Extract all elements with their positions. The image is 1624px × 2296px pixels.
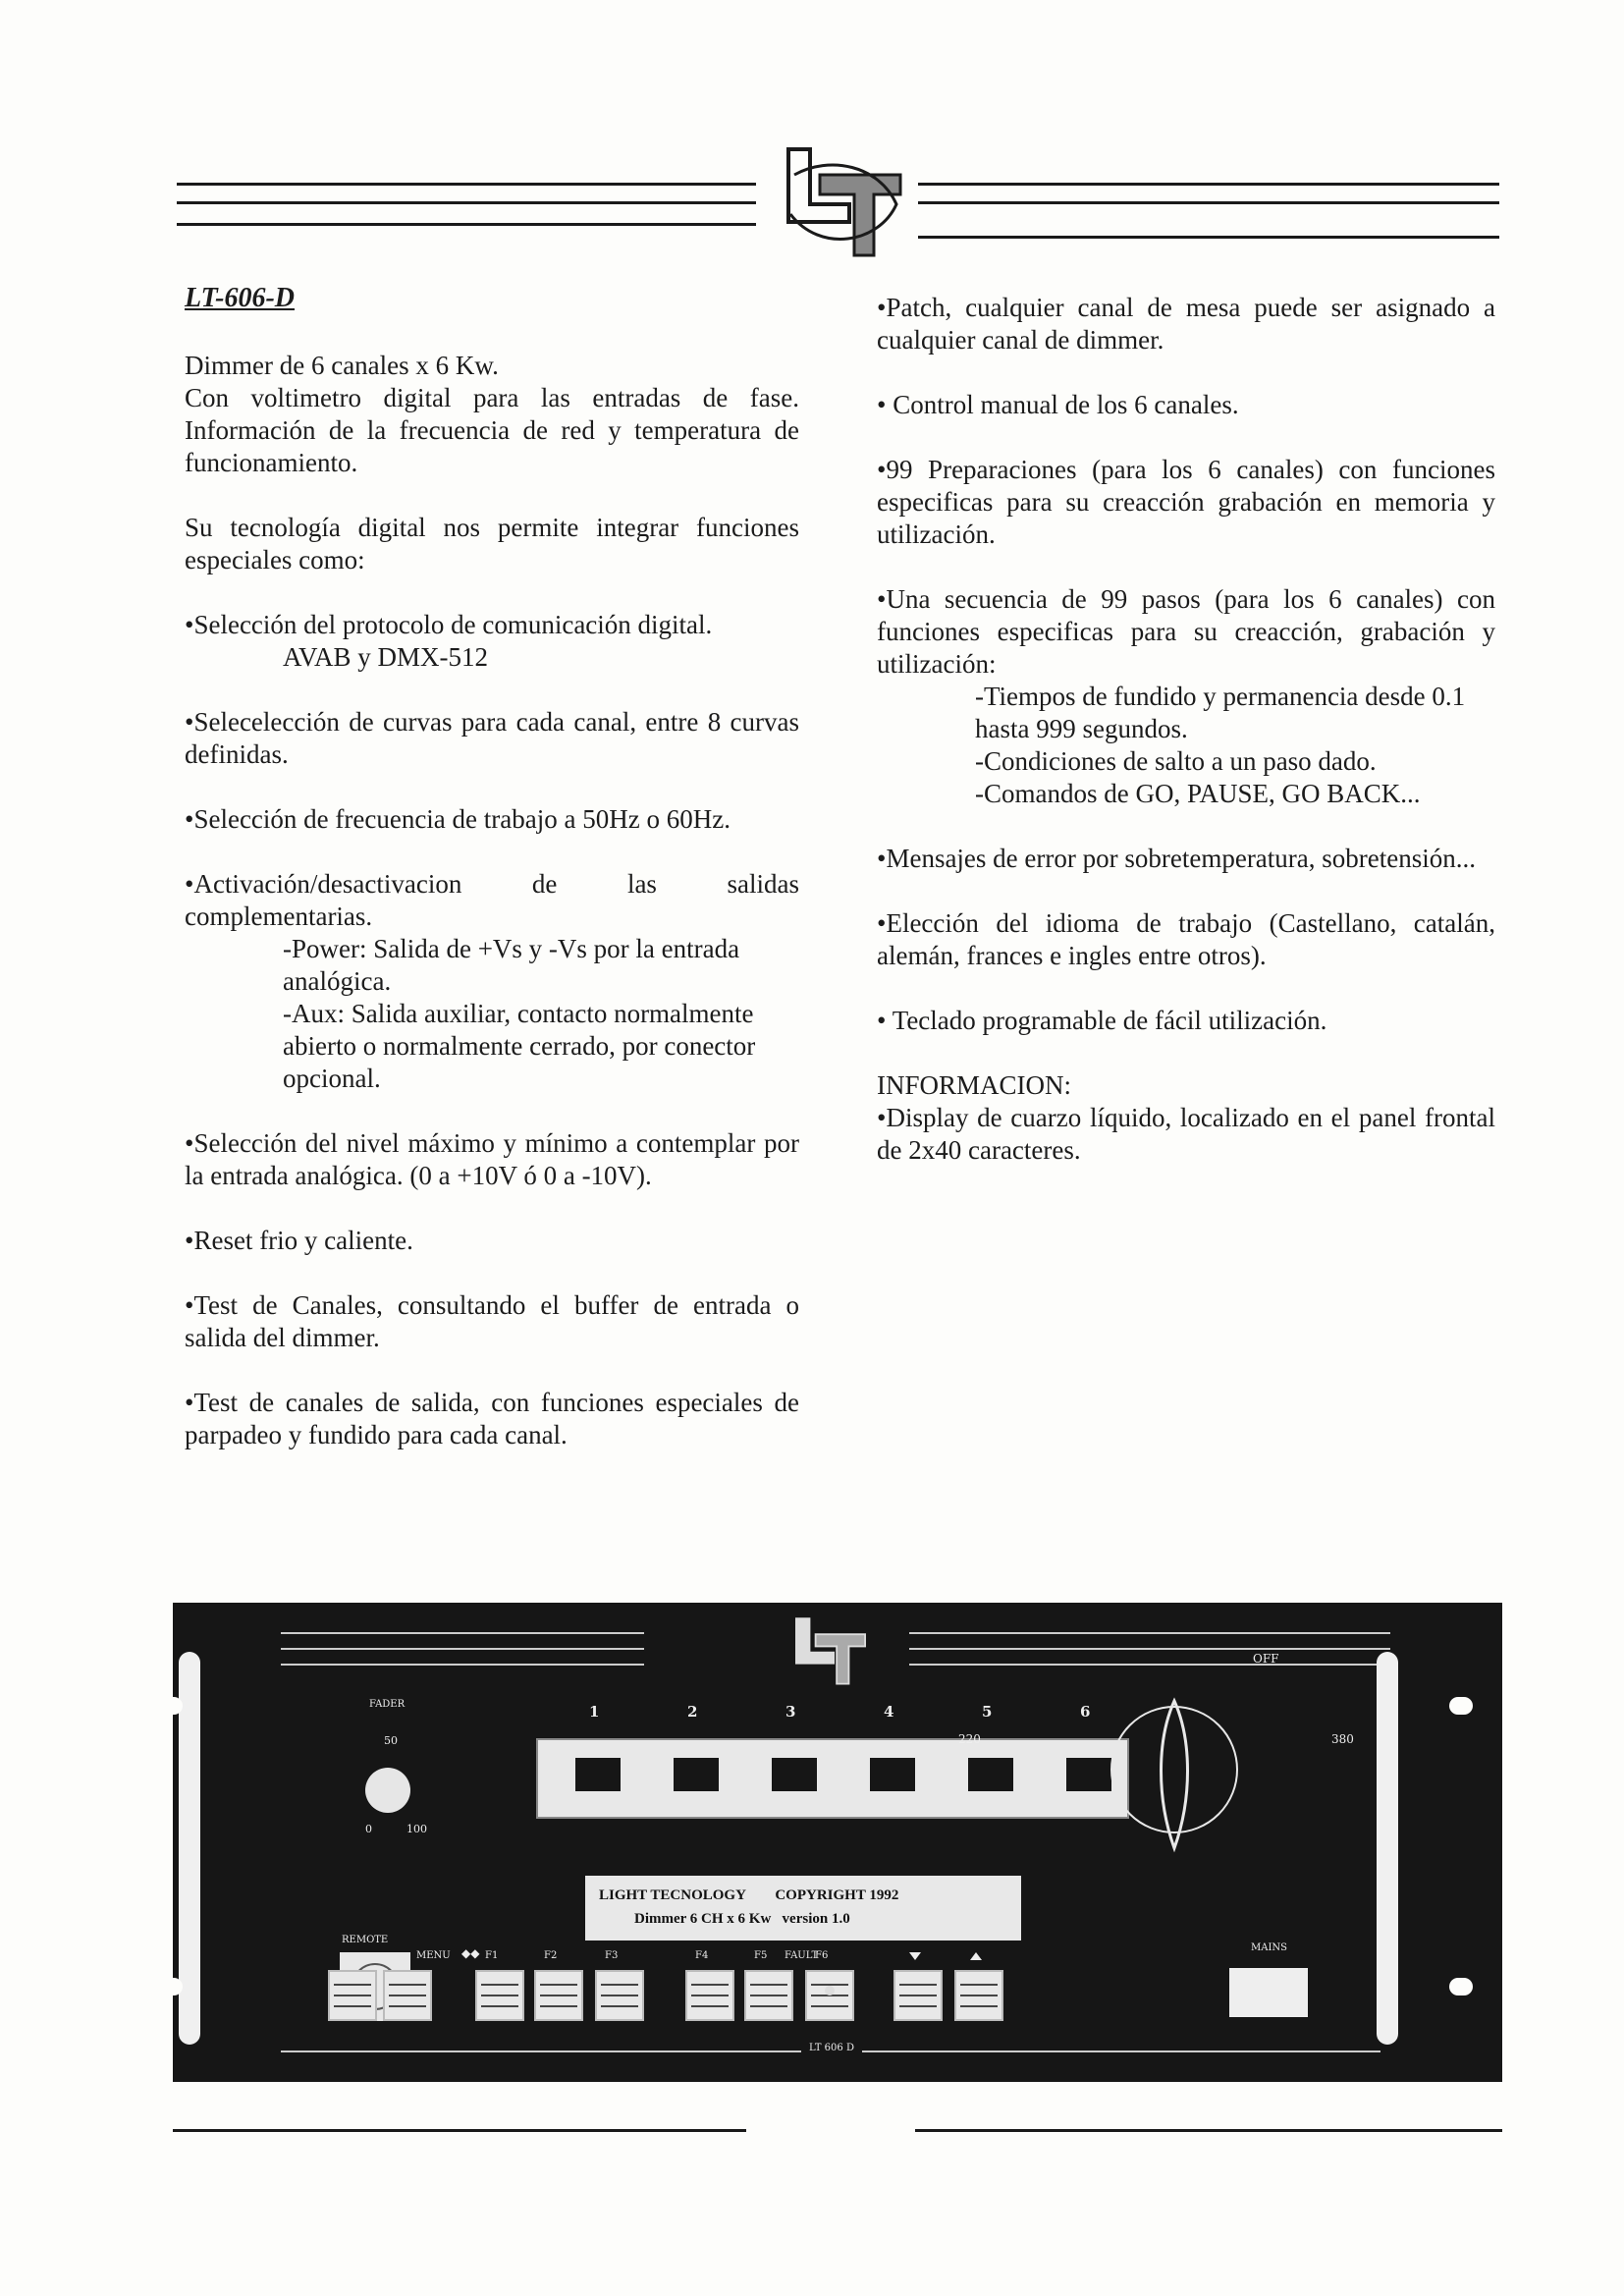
rack-hole-icon [1449, 1697, 1473, 1715]
feature-output-test: •Test de canales de salida, con funciones especiales de parpadeo y fundido para cada canal. [185, 1388, 799, 1449]
f5-key[interactable] [744, 1970, 793, 2021]
lcd-line-2: Dimmer 6 CH x 6 Kw version 1.0 [634, 1911, 850, 1927]
feature-patch: •Patch, cualquier canal de mesa puede ser asignado a cualquier canal de dimmer. [877, 293, 1495, 355]
fader-mid-label: 50 [384, 1734, 398, 1747]
product-title: LT-606-D [185, 283, 295, 313]
fault-label: FAULT [785, 1950, 819, 1961]
feature-protocol-text: •Selección del protocolo de comunicación digital. [185, 610, 713, 639]
feature-curves: •Selecelección de curvas para cada canal, entre 8 curvas definidas. [185, 707, 799, 769]
channel-sockets [536, 1738, 1129, 1819]
f-key-label: F4 [695, 1950, 709, 1961]
footer-rule-left [173, 2129, 746, 2132]
voltage-selector-knob[interactable] [1076, 1671, 1272, 1868]
down-key[interactable] [893, 1970, 943, 2021]
feature-channel-test: •Test de Canales, consultando el buffer de entrada o salida del dimmer. [185, 1290, 799, 1352]
channel-label: 1 [589, 1703, 600, 1721]
right-column [877, 292, 1495, 1199]
output-socket-icon [968, 1758, 1013, 1791]
selector-220-label: 220 [958, 1732, 981, 1746]
feature-outputs-aux: -Aux: Salida auxiliar, contacto normalmente abierto o normalmente cerrado, por conector opcional. [283, 999, 756, 1093]
feature-presets: •99 Preparaciones (para los 6 canales) con funciones especificas para su creacción grabación en memoria y utilización. [877, 455, 1495, 549]
feature-outputs [185, 868, 799, 1095]
remote-label: REMOTE [342, 1935, 389, 1945]
header-rule-left-1 [177, 183, 756, 186]
f1-key[interactable] [475, 1970, 524, 2021]
front-panel [173, 1603, 1502, 2082]
arrow-up-icon [970, 1952, 982, 1960]
f2-key[interactable] [534, 1970, 583, 2021]
intro-paragraph [185, 350, 799, 479]
header-rule-right-3 [918, 236, 1499, 239]
feature-sequence-text: •Una secuencia de 99 pasos (para los 6 canales) con funciones especificas para su creacción, grabación y utilización: [877, 584, 1495, 679]
lcd-display [585, 1876, 1021, 1941]
feature-frequency: •Selección de frecuencia de trabajo a 50Hz o 60Hz. [185, 804, 731, 834]
output-socket-icon [772, 1758, 817, 1791]
lcd-line-1: LIGHT TECNOLOGY COPYRIGHT 1992 [599, 1887, 899, 1903]
feature-outputs-text: •Activación/desactivacion de las salidas complementarias. [185, 869, 799, 931]
channel-label: 5 [982, 1703, 993, 1721]
intro-line-1: Dimmer de 6 canales x 6 Kw. [185, 351, 499, 380]
fader-max-label: 100 [406, 1823, 427, 1835]
feature-outputs-power: -Power: Salida de +Vs y -Vs por la entrada analógica. [283, 934, 740, 996]
header-rule-right-1 [918, 183, 1499, 186]
mains-label: MAINS [1251, 1942, 1288, 1953]
f-key-label: F5 [754, 1950, 768, 1961]
fader-min-label: 0 [365, 1823, 372, 1835]
feature-sequence-times: -Tiempos de fundido y permanencia desde 0.1 hasta 999 segundos. [975, 682, 1466, 743]
f-key-label: F6 [815, 1950, 829, 1961]
nav-label: ◆◆ [461, 1946, 480, 1960]
lt-logo-icon [781, 145, 908, 261]
menu-label: MENU [416, 1950, 451, 1961]
channel-label: 4 [884, 1703, 894, 1721]
feature-manual: • Control manual de los 6 canales. [877, 390, 1239, 419]
feature-sequence [877, 583, 1495, 810]
fader-knob[interactable] [365, 1768, 410, 1813]
intro-line-2: Con voltimetro digital para las entradas de fase. Información de la frecuencia de red y temperatura de funcionamiento. [185, 383, 799, 477]
panel-logo-icon [791, 1613, 870, 1691]
feature-levels: •Selección del nivel máximo y mínimo a contemplar por la entrada analógica. (0 a +10V ó 0 a -10V). [185, 1128, 799, 1190]
rack-hole-icon [1449, 1978, 1473, 1995]
f-key-label: F2 [544, 1950, 558, 1961]
selector-off-label: OFF [1253, 1652, 1279, 1666]
feature-sequence-jump: -Condiciones de salto a un paso dado. [975, 746, 1377, 776]
header-rule-right-2 [918, 201, 1499, 204]
mains-switch[interactable] [1229, 1968, 1308, 2017]
fader-label: FADER [369, 1699, 406, 1710]
fault-led-icon [825, 1986, 835, 1995]
selector-380-label: 380 [1331, 1732, 1354, 1746]
feature-keyboard: • Teclado programable de fácil utilización. [877, 1006, 1327, 1035]
f6-key[interactable] [805, 1970, 854, 2021]
info-heading: INFORMACION: [877, 1070, 1072, 1100]
nav-key[interactable] [383, 1970, 432, 2021]
f4-key[interactable] [685, 1970, 734, 2021]
left-column [185, 282, 799, 1484]
channel-label: 6 [1080, 1703, 1091, 1721]
right-handle [1377, 1652, 1398, 2045]
menu-key[interactable] [328, 1970, 377, 2021]
f3-key[interactable] [595, 1970, 644, 2021]
header-rule-left-3 [177, 223, 756, 226]
info-display: •Display de cuarzo líquido, localizado en el panel frontal de 2x40 caracteres. [877, 1103, 1495, 1165]
output-socket-icon [870, 1758, 915, 1791]
output-socket-icon [575, 1758, 621, 1791]
f-key-label: F3 [605, 1950, 619, 1961]
feature-errors: •Mensajes de error por sobretemperatura, sobretensión... [877, 844, 1476, 873]
feature-language: •Elección del idioma de trabajo (Castellano, catalán, alemán, frances e ingles entre otros). [877, 908, 1495, 970]
feature-protocol [185, 609, 799, 674]
footer-rule-right [915, 2129, 1502, 2132]
feature-protocol-sub: AVAB y DMX-512 [283, 642, 489, 672]
arrow-down-icon [909, 1952, 921, 1960]
channel-label: 2 [687, 1703, 698, 1721]
feature-sequence-commands: -Comandos de GO, PAUSE, GO BACK... [975, 779, 1421, 808]
feature-reset: •Reset frio y caliente. [185, 1226, 413, 1255]
up-key[interactable] [954, 1970, 1003, 2021]
model-label: LT 606 D [801, 2043, 862, 2053]
channel-label: 3 [785, 1703, 796, 1721]
header-rule-left-2 [177, 201, 756, 204]
output-socket-icon [674, 1758, 719, 1791]
rack-hole-icon [159, 1978, 183, 1995]
rack-hole-icon [159, 1697, 183, 1715]
tech-paragraph: Su tecnología digital nos permite integrar funciones especiales como: [185, 513, 799, 574]
f-key-label: F1 [485, 1950, 499, 1961]
